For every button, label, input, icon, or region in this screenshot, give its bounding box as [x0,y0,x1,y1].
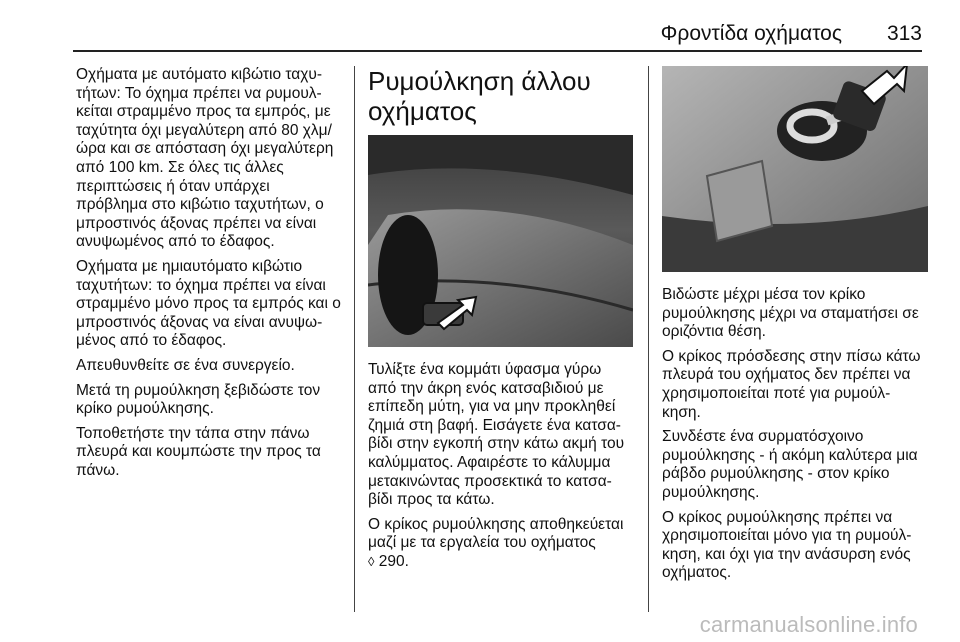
paragraph: Οχήματα με αυτόματο κιβώτιο ταχυ‐τήτων: Το όχημα πρέπει να ρυμουλ‐κείται στραμμένο προς τα εμπρός, με ταχύτητα όχι μεγαλύτερη από 80 χλμ/ώρα και σε απόσταση όχι μεγαλύτερη από 100 km. Σε όλες τις άλλες περιπτώσεις ή όταν υπάρχει πρόβλημα στο κιβώτιο ταχυτήτων, ο μπροστινός άξονας πρέπει να είναι ανυψωμένος από το έδαφος. [76,66,334,251]
column-divider-1 [354,66,355,612]
column-1 [76,66,344,486]
paragraph: Ο κρίκος πρόσδεσης στην πίσω κάτω πλευρά του οχήματος δεν πρέπει να χρησιμοποιείται ποτέ για ρυμούλ‐κηση. [662,347,921,421]
page-header [0,0,960,50]
column-2 [368,66,633,578]
paragraph: Τοποθετήστε την τάπα στην πάνω πλευρά και κουμπώστε την προς τα πάνω. [76,424,321,479]
towing-eye-photo [662,66,928,272]
page-reference[interactable]: 290. [378,552,409,570]
rear-bumper-cover-photo [368,135,633,347]
paragraph-text: Ο κρίκος ρυμούλκησης αποθηκεύεται μαζί με τα εργαλεία του οχήματος [368,515,624,552]
paragraph: Ο κρίκος ρυμούλκησης πρέπει να χρησιμοποιείται μόνο για τη ρυμούλ‐κηση, και όχι για την ανάσυρση ενός οχήματος. [662,508,912,582]
paragraph: Απευθυνθείτε σε ένα συνεργείο. [76,356,295,374]
section-title: Ρυμούλκηση άλλου οχήματος [368,66,591,126]
page-reference-icon: ◊ [368,553,375,569]
column-divider-2 [648,66,649,612]
paragraph: Συνδέστε ένα συρματόσχοινο ρυμούλκησης - ή ακόμη καλύτερα μια ράβδο ρυμούλκησης - στον κρίκο ρυμούλκησης. [662,428,918,501]
paragraph [368,516,633,572]
header-title: Φροντίδα οχήματος [660,22,842,45]
paragraph: Τυλίξτε ένα κομμάτι ύφασμα γύρω από την άκρη ενός κατσαβιδιού με επίπεδη μύτη, για να μην προκληθεί ζημιά στη βαφή. Εισάγετε ένα κατσα‐βίδι στην εγκοπή στην κάτω ακμή του καλύμματος. Αφαιρέστε το κάλυμμα μετακινώντας προσεκτικά το κατσα‐βίδι προς τα κάτω. [368,361,625,509]
paragraph: Βιδώστε μέχρι μέσα τον κρίκο ρυμούλκησης μέχρι να σταματήσει σε οριζόντια θέση. [662,286,919,341]
paragraph: Οχήματα με ημιαυτόματο κιβώτιο ταχυτήτων: το όχημα πρέπει να είναι στραμμένο μόνο προς τα εμπρός και ο μπροστινός άξονας να είναι ανυψω‐μένος από το έδαφος. [76,257,341,350]
header-divider [73,50,922,52]
page-number: 313 [886,22,922,45]
watermark: carmanualsonline.info [699,612,918,637]
paragraph: Μετά τη ρυμούλκηση ξεβιδώστε τον κρίκο ρυμούλκησης. [76,381,321,418]
column-3 [662,66,928,589]
